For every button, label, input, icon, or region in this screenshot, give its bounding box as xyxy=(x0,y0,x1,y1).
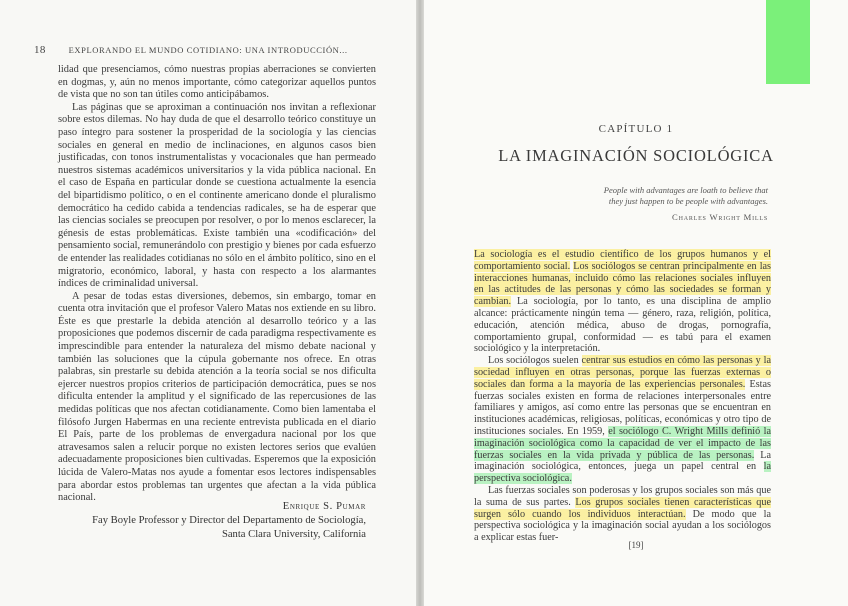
right-page-folio: [19] xyxy=(628,540,644,550)
text-run: La imaginación sociológica, entonces, juega un papel central en xyxy=(474,449,771,473)
highlight-green: el sociólogo C. Wright Mills definió la imaginación sociológica como la capacidad de ver el impacto de las fuerzas sociales en la vida privada y pública de las personas. xyxy=(474,425,771,461)
left-paragraph: Las páginas que se aproximan a continuación nos invitan a reflexionar sobre estos dilemas. No hay duda de que el desarrollo teórico constituye un paso íntegro para sostener la prosperidad de la sociología y las ciencias sociales en general en medio de inclinaciones, en algunos casos bien justificadas, con tonos instrumentalistas y vocacionales que han permeado nuestros sistemas académicos universitarios y la vida pública nacional. En el caso de España en particular donde se cuestiona actualmente la esencia del bipartidismo político, o en el continente americano donde el pluralismo democrático ha cedido cabida a tendencias radicales, se ha de esperar que las ciencias sociales se preocupen por resolver, o por lo menos esclarecer, la génesis de estas problemáticas. Existe también una «codificación» del pensamiento social, remunerándolo con prestigio y bienes por cada esfuerzo de entender las realidades cotidianas no sólo en el ámbito político, sino en el migratorio, económico, laboral, y hasta con respecto a los alarmantes índices de criminalidad universal. xyxy=(58,101,376,290)
right-paragraph-1 xyxy=(474,249,771,355)
left-body-text xyxy=(58,64,376,505)
signature-name: Enrique S. Pumar xyxy=(282,501,366,512)
right-paragraph-2 xyxy=(474,355,771,485)
left-paragraph: lidad que presenciamos, cómo nuestras propias aberraciones se convierten en dogmas, y, aún no menos importante, cómo categorizar aquellos puntos de vista que no son tan útiles como anticipábamos. xyxy=(58,64,376,101)
highlight-yellow: Los sociólogos se centran principalmente en las interacciones humanas, incluido cómo las relaciones sociales influyen en las actitudes de las personas y cómo las sociedades se forman y cambian. xyxy=(474,260,772,308)
running-header xyxy=(34,44,348,56)
chapter-title: LA IMAGINACIÓN SOCIOLÓGICA xyxy=(498,146,774,165)
right-body-text xyxy=(474,249,771,544)
text-run: Los sociólogos suelen xyxy=(488,355,582,367)
epigraph-quote: People with advantages are loath to believe that they just happen to be people with advantages. xyxy=(603,185,768,206)
highlight-yellow: Los grupos sociales tienen características que surgen sólo cuando los individuos interactúan. xyxy=(474,496,771,520)
left-paragraph: A pesar de todas estas diversiones, debemos, sin embargo, tomar en cuenta otra invitación que el profesor Valero Matas nos extiende en su libro. Éste es que prestarle la debida atención al desarrollo teórico y a las proposiciones que podemos discernir de cada paradigma respectivamente es imprescindible para entender la naturaleza del mismo debate nacional y también las soluciones que la cúpula gobernante nos ofrece. En otras palabras, sin prestarle su debida atención a la teoría social se nos dificulta ejercer nuestros propios criterios de participación democrática, pues se nos dificulta entender la amplitud y el significado de las repercusiones de las medidas políticas que nos afectan cotidianamente. Como bien lamentaba el filósofo Jurgen Habermas en una reciente entrevista publicada en el diario El País, parte de los problemas de envergadura nacional por los que atravesamos salen a relucir porque no existen lectores serios que evalúen adecuadamente proposiciones bien cultivadas. Esperemos que la exposición lúcida de Valero-Matas nos ayude a fomentar esos lectores indispensables para abordar estos problemas tan urgentes que afectan a la vida pública nacional. xyxy=(58,290,376,504)
text-run: Estas fuerzas sociales existen en forma de relaciones interpersonales entre familiares y amigos, así como entre las personas que se encuentran en instituciones académicas, religiosas, políticas, económicas y otro tipo de instituciones sociales. En 1959, xyxy=(474,378,771,437)
green-page-tab xyxy=(766,0,810,84)
highlight-yellow: centrar sus estudios en cómo las personas y la sociedad influyen en otras personas, porque las fuerzas externas o sociales dan forma a la mayoría de las experiencias personales. xyxy=(474,355,771,390)
signature-block xyxy=(92,500,366,542)
right-paragraph-3 xyxy=(474,485,771,544)
signature-affiliation: Santa Clara University, California xyxy=(221,529,366,540)
left-page xyxy=(0,0,416,606)
epigraph-author: Charles Wright Mills xyxy=(672,212,768,222)
running-header-title: EXPLORANDO EL MUNDO COTIDIANO: UNA INTRODUCCIÓN... xyxy=(68,45,348,55)
book-gutter xyxy=(416,0,424,606)
signature-title: Fay Boyle Professor y Director del Departamento de Sociología, xyxy=(92,515,366,526)
highlight-green: la perspectiva sociológica. xyxy=(474,461,771,485)
left-page-number: 18 xyxy=(34,44,46,56)
text-run: Las fuerzas sociales son poderosas y los grupos sociales son más que la suma de sus partes. xyxy=(474,484,771,508)
chapter-number: CAPÍTULO 1 xyxy=(598,123,674,135)
text-run: La sociología, por lo tanto, es una disciplina de amplio alcance: prácticamente ningún tema — género, raza, religión, política, educación, atención médica, abuso de drogas, pornografía, comportamiento grupal, conformidad — es tabú para el examen sociológico y la interpretación. xyxy=(474,296,771,355)
text-run: De modo que la perspectiva sociológica y la imaginación social ayudan a los sociólogos a explicar estas fuer- xyxy=(474,508,771,544)
highlight-yellow: La sociología es el estudio científico de los grupos humanos y el comportamiento social. xyxy=(474,249,771,272)
